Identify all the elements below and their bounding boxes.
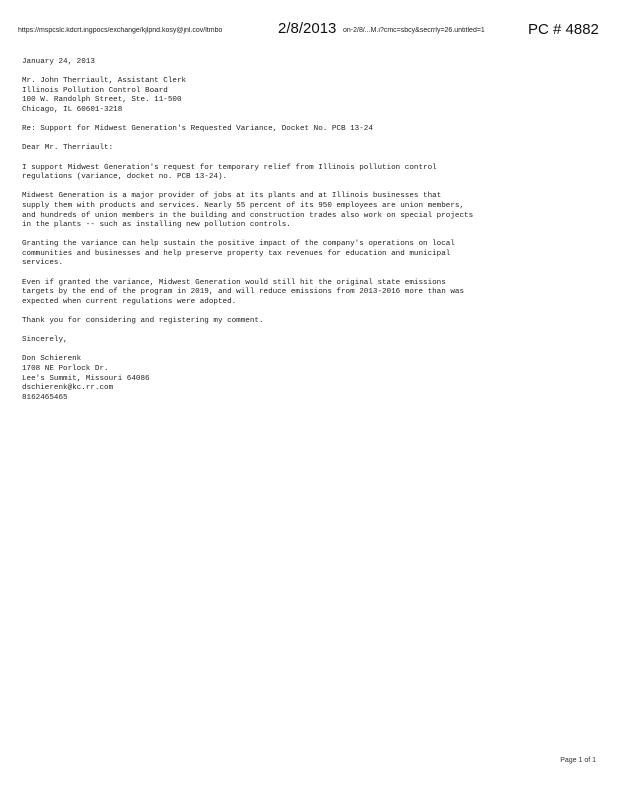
paragraph-line: Thank you for considering and registering my comment. (22, 317, 264, 326)
paragraph-line: Even if granted the variance, Midwest Generation would still hit the original state emissions (22, 278, 446, 287)
paragraph-1 (22, 164, 602, 183)
paragraph-line: supply them with products and services. Nearly 55 percent of its 950 employees are union members, (22, 201, 465, 210)
pc-number: PC # 4882 (528, 21, 599, 38)
header-date: 2/8/2013 (278, 20, 337, 37)
recipient-line: Mr. John Therriault, Assistant Clerk (22, 77, 187, 86)
paragraph-line: services. (22, 259, 64, 268)
recipient-line: Illinois Pollution Control Board (22, 86, 168, 95)
signature-street: 1708 NE Porlock Dr. (22, 365, 109, 373)
paragraph-line: Midwest Generation is a major provider of jobs at its plants and at Illinois businesses that (22, 192, 442, 201)
paragraph-line: and hundreds of union members in the building and construction trades also work on special projects (22, 211, 474, 220)
signature-phone: 8162465465 (22, 393, 68, 402)
paragraph-line: regulations (variance, docket no. PCB 13-24). (22, 173, 228, 182)
paragraph-4 (22, 279, 602, 308)
signature-email: dschierenk@kc.rr.com (22, 384, 114, 393)
paragraph-line: expected when current regulations were adopted. (22, 297, 237, 306)
paragraph-line: I support Midwest Generation's request for temporary relief from Illinois pollution control (22, 163, 437, 172)
closing: Sincerely, (22, 336, 68, 345)
letter-body (22, 58, 602, 413)
paragraph-line: Granting the variance can help sustain the positive impact of the company's operations on local (22, 240, 455, 249)
signature-name: Don Schierenk (22, 355, 82, 364)
header-mid-text: on-2/8/...M.i?cmc=sbcy&secrrly=26.untitled=1 (343, 27, 485, 34)
salutation: Dear Mr. Therriault: (22, 144, 114, 153)
letter-date: January 24, 2013 (22, 58, 95, 66)
signature-block (22, 355, 602, 403)
signature-city: Lee's Summit, Missouri 64086 (22, 374, 150, 383)
paragraph-3 (22, 240, 602, 269)
recipient-block (22, 77, 602, 115)
paragraph-line: in the plants -- such as installing new pollution controls. (22, 221, 291, 230)
subject-line: Re: Support for Midwest Generation's Requested Variance, Docket No. PCB 13-24 (22, 125, 373, 134)
recipient-line: Chicago, IL 60601-3218 (22, 105, 123, 114)
paragraph-line: communities and businesses and help preserve property tax revenues for education and municipal (22, 249, 451, 258)
page-number: Page 1 of 1 (560, 757, 596, 764)
header-url: https://mspcslc.kdcrt.ingpocs/exchange/kjlpnd.kosy@jnl.cov/ltmbo (18, 27, 223, 34)
paragraph-5 (22, 317, 602, 327)
paragraph-2 (22, 192, 602, 230)
recipient-line: 100 W. Randolph Street, Ste. 11-500 (22, 96, 182, 105)
paragraph-line: targets by the end of the program in 2019, and will reduce emissions from 2013-2016 more than was (22, 288, 465, 297)
